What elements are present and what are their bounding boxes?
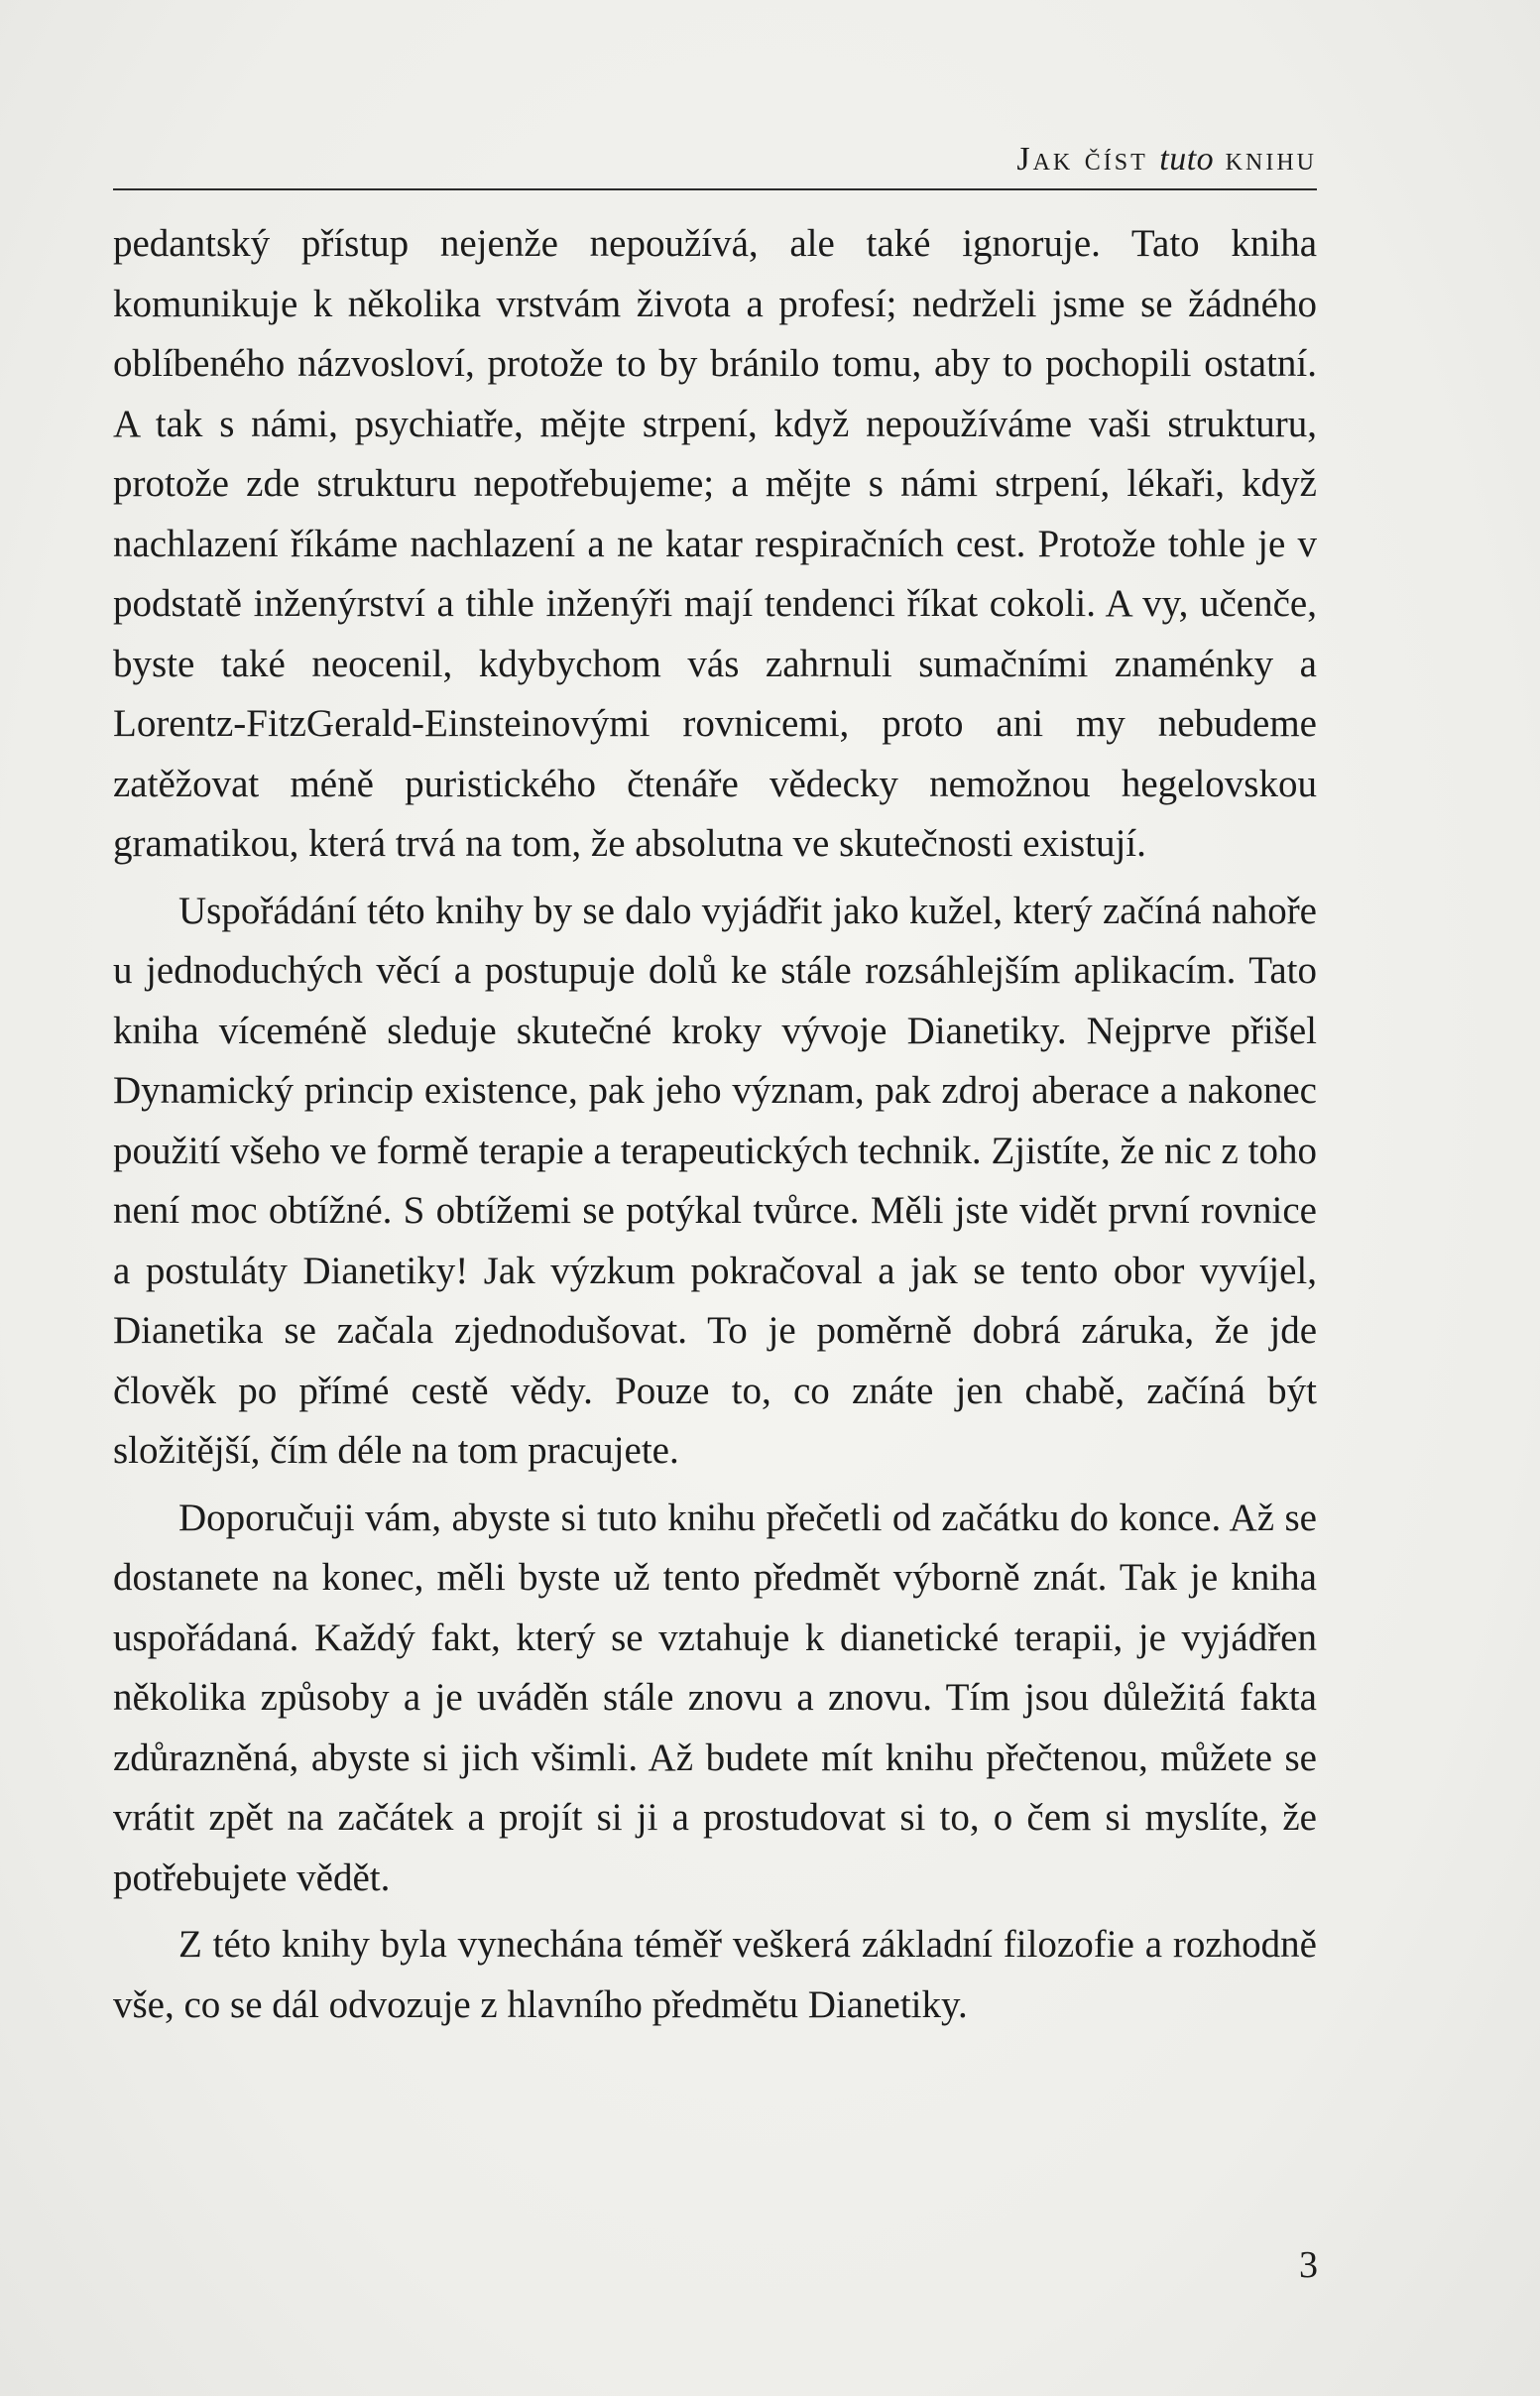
header-title-emphasis: tuto xyxy=(1159,141,1215,178)
running-header xyxy=(113,121,1317,190)
paragraph: Uspořádání této knihy by se dalo vyjádřit jako kužel, který začíná nahoře u jednoduchých věcí a postupuje dolů ke stále rozsáhlejším aplikacím. Tato kniha víceméně sleduje skutečné kroky vývoje Dianetiky. Nejprve přišel Dynamický princip existence, pak jeho význam, pak zdroj aberace a nakonec použití všeho ve formě terapie a terapeutických technik. Zjistíte, že nic z toho není moc obtížné. S obtížemi se potýkal tvůrce. Měli jste vidět první rovnice a postuláty Dianetiky! Jak výzkum pokračoval a jak se tento obor vyvíjel, Dianetika se začala zjednodušovat. To je poměrně dobrá záruka, že jde člověk po přímé cestě vědy. Pouze to, co znáte jen chabě, začíná být složitější, čím déle na tom pracujete. xyxy=(113,889,1317,1472)
paragraph: Doporučuji vám, abyste si tuto knihu přečetli od začátku do konce. Až se dostanete na konec, měli byste už tento předmět výborně znát. Tak je kniha uspořádaná. Každý fakt, který se vztahuje k dianetické terapii, je vyjádřen několika způsoby a je uváděn stále znovu a znovu. Tím jsou důležitá fakta zdůrazněná, abyste si jich všimli. Až budete mít knihu přečtenou, můžete se vrátit zpět na začátek a projít si ji a prostudovat si to, o čem si myslíte, že potřebujete vědět. xyxy=(113,1496,1317,1899)
paragraph: Z této knihy byla vynechána téměř veškerá základní filozofie a rozhodně vše, co se dál odvozuje z hlavního předmětu Dianetiky. xyxy=(113,1923,1317,2026)
page-number: 3 xyxy=(1299,2244,1318,2286)
header-title-part2: knihu xyxy=(1214,141,1317,178)
body-text xyxy=(113,214,1317,2042)
header-title-part1: Jak číst xyxy=(1016,141,1160,178)
running-header-title xyxy=(1016,141,1317,179)
paragraph-continued: pedantský přístup nejenže nepoužívá, ale také ignoruje. Tato kniha komunikuje k několika vrstvám života a profesí; nedrželi jsme se žádného oblíbeného názvosloví, protože to by bránilo tomu, aby to pochopili ostatní. A tak s námi, psychiatře, mějte strpení, když nepoužíváme vaši strukturu, protože zde strukturu nepotřebujeme; a mějte s námi strpení, lékaři, když nachlazení říkáme nachlazení a ne katar respiračních cest. Protože tohle je v podstatě inženýrství a tihle inženýři mají tendenci říkat cokoli. A vy, učenče, byste také neocenil, kdybychom vás zahrnuli sumačními znaménky a Lorentz-FitzGerald-Einsteinovými rovnicemi, proto ani my nebudeme zatěžovat méně puristického čtenáře vědecky nemožnou hegelovskou gramatikou, která trvá na tom, že absolutna ve skutečnosti existují. xyxy=(113,222,1317,865)
